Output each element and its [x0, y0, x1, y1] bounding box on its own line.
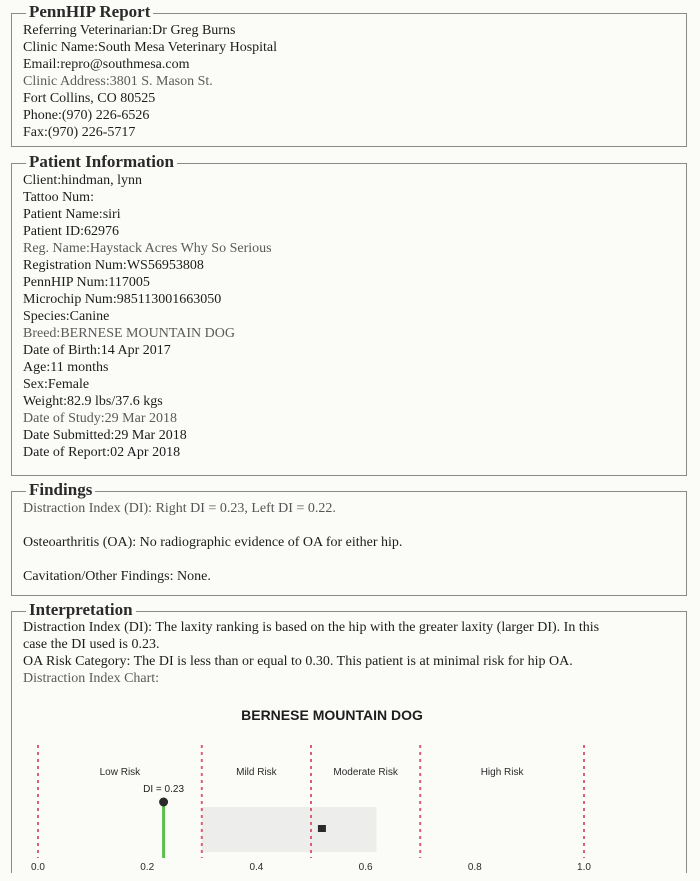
interpretation-section	[11, 600, 687, 873]
patient-di-point	[159, 798, 168, 807]
patient-di-label: DI = 0.23	[143, 784, 185, 795]
findings-title: Findings	[26, 481, 95, 499]
patient-details	[23, 172, 272, 461]
date-of-study-line: Date of Study:29 Mar 2018	[23, 411, 177, 426]
fax-line: Fax:(970) 226-5717	[23, 125, 136, 140]
osteoarthritis-finding: Osteoarthritis (OA): No radiographic evidence of OA for either hip.	[23, 535, 403, 550]
referring-vet-section	[11, 2, 687, 147]
distraction-finding: Distraction Index (DI): Right DI = 0.23, Left DI = 0.22.	[23, 501, 336, 516]
risk-zone-label-0: Low Risk	[99, 767, 141, 778]
chart-title: BERNESE MOUNTAIN DOG	[241, 707, 423, 723]
patient-id-line: Patient ID:62976	[23, 224, 120, 239]
sex-line: Sex:Female	[23, 377, 90, 392]
clinic-name-line: Clinic Name:South Mesa Veterinary Hospital	[23, 40, 278, 55]
tattoo-line: Tattoo Num:	[23, 190, 94, 205]
findings-section	[11, 480, 687, 596]
date-submitted-line: Date Submitted:29 Mar 2018	[23, 428, 187, 443]
di-explanation-line-2: case the DI used is 0.23.	[23, 637, 160, 652]
pennhip-num-line: PennHIP Num:117005	[23, 275, 150, 290]
age-line: Age:11 months	[23, 360, 109, 375]
patient-information-section	[11, 152, 687, 476]
x-tick-label: 0.2	[140, 862, 155, 873]
reg-name-line: Reg. Name:Haystack Acres Why So Serious	[23, 241, 272, 256]
client-line: Client:hindman, lynn	[23, 173, 142, 188]
distraction-index-chart	[1, 612, 700, 881]
risk-zone-label-2: Moderate Risk	[333, 767, 398, 778]
patient-information-title: Patient Information	[26, 153, 177, 171]
cavitation-finding: Cavitation/Other Findings: None.	[23, 569, 211, 584]
chart-caption: Distraction Index Chart:	[23, 671, 160, 686]
risk-zone-label-1: Mild Risk	[236, 767, 277, 778]
x-tick-label: 0.6	[358, 862, 373, 873]
registration-num-line: Registration Num:WS56953808	[23, 258, 204, 273]
risk-zone-label-3: High Risk	[480, 767, 524, 778]
species-line: Species:Canine	[23, 309, 110, 324]
dob-line: Date of Birth:14 Apr 2017	[23, 343, 171, 358]
date-of-report-line: Date of Report:02 Apr 2018	[23, 445, 181, 460]
patient-name-line: Patient Name:siri	[23, 207, 121, 222]
referring-vet-line: Referring Veterinarian:Dr Greg Burns	[23, 23, 236, 38]
x-tick-label: 0.0	[31, 862, 45, 873]
x-tick-label: 0.8	[467, 862, 482, 873]
di-explanation-line-1: Distraction Index (DI): The laxity ranking is based on the hip with the greater laxity (larger DI). In this	[23, 620, 600, 635]
x-tick-label: 1.0	[577, 862, 591, 873]
city-line: Fort Collins, CO 80525	[23, 91, 156, 106]
x-tick-label: 0.4	[249, 862, 264, 873]
phone-line: Phone:(970) 226-6526	[23, 108, 150, 123]
oa-risk-line: OA Risk Category: The DI is less than or equal to 0.30. This patient is at minimal risk for hip OA.	[23, 654, 573, 669]
weight-line: Weight:82.9 lbs/37.6 kgs	[23, 394, 163, 409]
microchip-line: Microchip Num:985113001663050	[23, 292, 222, 307]
breed-marker	[318, 825, 326, 832]
breed-line: Breed:BERNESE MOUNTAIN DOG	[23, 326, 235, 341]
referring-vet-details	[23, 22, 277, 141]
email-line: Email:repro@southmesa.com	[23, 57, 190, 72]
report-title: PennHIP Report	[26, 3, 153, 21]
breed-distribution-band	[202, 807, 377, 852]
interpretation-title: Interpretation	[26, 601, 136, 619]
clinic-address-line: Clinic Address:3801 S. Mason St.	[23, 74, 213, 89]
